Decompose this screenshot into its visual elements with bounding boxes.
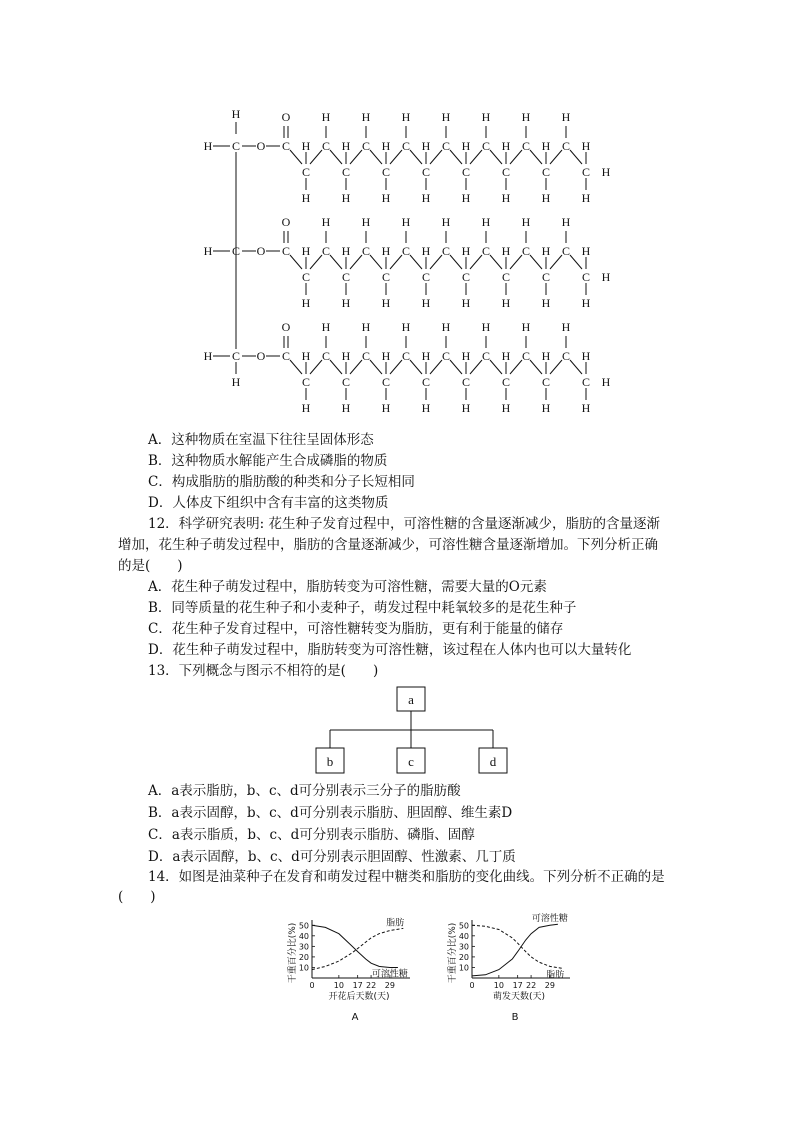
chain-h-atom: H	[541, 244, 551, 258]
chain-bond	[290, 150, 302, 164]
chain-c-atom: C	[381, 270, 391, 284]
chain-h-atom: H	[461, 191, 471, 205]
tree-node-b-label: b	[326, 754, 334, 769]
chain-c-atom: C	[341, 270, 351, 284]
chain-c-atom: C	[401, 349, 411, 363]
chain-bond	[570, 255, 582, 269]
chain-bond	[330, 255, 342, 269]
chain-h-atom: H	[581, 139, 591, 153]
chain-bond	[290, 360, 302, 374]
chain-h-atom: H	[581, 401, 591, 415]
chain-h-atom: H	[441, 110, 451, 124]
chain-bond	[350, 150, 362, 164]
chain-c-atom: C	[421, 270, 431, 284]
glycerol-c-atom: C	[231, 349, 241, 363]
chart-x-tick-label: 10	[493, 981, 504, 990]
glycerol-h-atom: H	[203, 244, 213, 258]
chain-h-atom: H	[581, 349, 591, 363]
chain-c-atom: C	[541, 270, 551, 284]
chain-h-atom: H	[541, 401, 551, 415]
chain-h-atom: H	[361, 320, 371, 334]
chain-bond	[530, 150, 542, 164]
chain-c-atom: C	[501, 270, 511, 284]
chain-c-atom: C	[481, 139, 491, 153]
chain-bond	[470, 150, 482, 164]
chart-series-solid	[472, 924, 558, 976]
chain-bond	[330, 360, 342, 374]
q11-option-d: D．人体皮下组织中含有丰富的这类物质	[148, 495, 389, 511]
chain-h-atom: H	[381, 191, 391, 205]
chain-c-atom: C	[341, 375, 351, 389]
chain-c-atom: C	[461, 270, 471, 284]
chart-y-tick-label: 50	[298, 921, 309, 931]
chain-h-atom: H	[461, 296, 471, 310]
chain-h-atom: H	[341, 296, 351, 310]
chain-c-atom: C	[541, 375, 551, 389]
chain-bond	[310, 255, 322, 269]
chain-h-atom: H	[301, 139, 311, 153]
chain-bond	[550, 255, 562, 269]
chart-y-label: 干重百分比(%)	[288, 922, 298, 984]
chain-c-atom: C	[401, 139, 411, 153]
chain-c-atom: C	[381, 165, 391, 179]
chart-y-tick-label: 20	[458, 952, 469, 962]
glycerol-h-atom: H	[231, 375, 241, 389]
chain-bond	[390, 255, 402, 269]
chain-h-atom: H	[461, 401, 471, 415]
chart-y-tick-label: 10	[298, 963, 309, 973]
chart-panel-label: A	[351, 1012, 359, 1023]
chain-bond	[410, 255, 422, 269]
carbonyl-o-atom: O	[281, 215, 291, 229]
chain-c-atom: C	[321, 244, 331, 258]
chain-bond	[430, 150, 442, 164]
tree-node-d-label: d	[489, 754, 497, 769]
chain-bond	[550, 150, 562, 164]
q11-option-b: B．这种物质水解能产生合成磷脂的物质	[148, 453, 388, 469]
chain-h-atom: H	[581, 191, 591, 205]
chart-x-tick-label: 29	[384, 981, 395, 990]
q12-stem-line3: 的是( )	[118, 558, 183, 574]
chain-bond	[310, 150, 322, 164]
q12-option-c: C．花生种子发育过程中，可溶性糖转变为脂肪，更有利于能量的储存	[148, 621, 564, 637]
chain-h-atom: H	[321, 110, 331, 124]
chain-c-atom: C	[561, 244, 571, 258]
chain-h-atom: H	[421, 139, 431, 153]
chain-h-atom: H	[561, 320, 571, 334]
chain-h-atom: H	[421, 296, 431, 310]
q14-charts	[276, 908, 576, 1028]
chain-c-atom: C	[461, 375, 471, 389]
carbonyl-c-atom: C	[281, 139, 291, 153]
concept-tree-diagram	[310, 684, 520, 776]
q13-option-d: D．a表示固醇，b、c、d可分别表示胆固醇、性激素、几丁质	[148, 849, 516, 865]
chain-h-atom: H	[341, 191, 351, 205]
chain-h-atom: H	[461, 139, 471, 153]
chain-h-atom: H	[421, 401, 431, 415]
chain-c-atom: C	[581, 375, 591, 389]
chain-bond	[330, 150, 342, 164]
chain-h-atom: H	[441, 215, 451, 229]
chain-c-atom: C	[361, 139, 371, 153]
chart-y-tick-label: 40	[298, 931, 309, 941]
q12-option-a: A．花生种子萌发过程中，脂肪转变为可溶性糖，需要大量的O元素	[148, 579, 547, 595]
q14-stem-line2: ( )	[118, 889, 156, 905]
chart-series-label: 可溶性糖	[371, 969, 408, 980]
chain-bond	[570, 150, 582, 164]
chain-bond	[490, 255, 502, 269]
q13-option-c: C．a表示脂质，b、c、d可分别表示脂肪、磷脂、固醇	[148, 827, 475, 843]
chain-bond	[370, 255, 382, 269]
chain-bond	[430, 360, 442, 374]
chain-c-atom: C	[501, 165, 511, 179]
chain-h-atom: H	[501, 349, 511, 363]
chain-bond	[510, 150, 522, 164]
chain-h-atom: H	[341, 349, 351, 363]
q12-option-b: B．同等质量的花生种子和小麦种子，萌发过程中耗氧较多的是花生种子	[148, 600, 577, 616]
chain-bond	[370, 360, 382, 374]
chain-h-atom: H	[421, 349, 431, 363]
chain-h-atom: H	[581, 296, 591, 310]
terminal-h-atom: H	[601, 270, 611, 284]
chain-h-atom: H	[401, 215, 411, 229]
chain-h-atom: H	[381, 349, 391, 363]
terminal-h-atom: H	[601, 165, 611, 179]
q12-stem-line1: 12．科学研究表明: 花生种子发育过程中，可溶性糖的含量逐渐减少，脂肪的含量逐渐	[148, 516, 661, 532]
chain-c-atom: C	[301, 270, 311, 284]
chart-x-tick-label: 22	[525, 981, 537, 990]
chart-y-tick-label: 50	[458, 921, 469, 931]
carbonyl-c-atom: C	[281, 349, 291, 363]
chart-series-dashed	[472, 925, 563, 968]
chart-x-label: 开花后天数(天)	[328, 992, 390, 1002]
tree-node-c-label: c	[408, 754, 414, 769]
chart-y-tick-label: 10	[458, 963, 469, 973]
chain-h-atom: H	[501, 401, 511, 415]
chain-c-atom: C	[441, 244, 451, 258]
chain-h-atom: H	[421, 244, 431, 258]
chain-bond	[470, 360, 482, 374]
chain-bond	[410, 150, 422, 164]
glycerol-h-atom: H	[231, 107, 241, 121]
tree-node-root-label: a	[408, 692, 414, 707]
chain-c-atom: C	[361, 349, 371, 363]
chart-y-tick-label: 40	[458, 931, 469, 941]
chain-h-atom: H	[501, 296, 511, 310]
chart-series-label: 可溶性糖	[531, 914, 568, 925]
q14-stem-line1: 14．如图是油菜种子在发育和萌发过程中糖类和脂肪的变化曲线。下列分析不正确的是	[148, 869, 665, 885]
chain-h-atom: H	[521, 110, 531, 124]
chain-h-atom: H	[461, 244, 471, 258]
chain-c-atom: C	[581, 165, 591, 179]
chain-bond	[350, 360, 362, 374]
carbonyl-o-atom: O	[281, 110, 291, 124]
chain-bond	[350, 255, 362, 269]
chain-c-atom: C	[521, 244, 531, 258]
chain-h-atom: H	[581, 244, 591, 258]
chain-h-atom: H	[561, 215, 571, 229]
terminal-h-atom: H	[601, 375, 611, 389]
chain-h-atom: H	[341, 244, 351, 258]
chart-series-dashed	[312, 928, 403, 969]
chain-bond	[450, 150, 462, 164]
chain-bond	[370, 150, 382, 164]
chain-h-atom: H	[381, 401, 391, 415]
chain-bond	[290, 255, 302, 269]
chain-bond	[310, 360, 322, 374]
chart-x-tick-label: 0	[469, 981, 475, 990]
chain-h-atom: H	[381, 139, 391, 153]
chain-h-atom: H	[501, 139, 511, 153]
chart-x-tick-label: 17	[352, 981, 363, 990]
chain-h-atom: H	[341, 139, 351, 153]
chain-c-atom: C	[301, 375, 311, 389]
chain-h-atom: H	[321, 320, 331, 334]
chain-h-atom: H	[561, 110, 571, 124]
chart-series-solid	[312, 925, 398, 967]
q12-stem-line2: 增加，花生种子萌发过程中，脂肪的含量逐渐减少，可溶性糖含量逐渐增加。下列分析正确	[118, 537, 658, 553]
chain-c-atom: C	[481, 349, 491, 363]
chain-bond	[390, 360, 402, 374]
chain-c-atom: C	[521, 139, 531, 153]
chain-h-atom: H	[401, 110, 411, 124]
chart-x-label: 萌发天数(天)	[492, 992, 546, 1002]
glycerol-h-atom: H	[203, 349, 213, 363]
chain-bond	[490, 360, 502, 374]
chain-bond	[530, 255, 542, 269]
chain-c-atom: C	[481, 244, 491, 258]
chart-y-tick-label: 30	[458, 942, 469, 952]
chain-h-atom: H	[501, 244, 511, 258]
chain-c-atom: C	[561, 349, 571, 363]
chart-panel-label: B	[511, 1012, 519, 1023]
q13-option-b: B．a表示固醇，b、c、d可分别表示脂肪、胆固醇、维生素D	[148, 805, 513, 821]
chain-h-atom: H	[301, 401, 311, 415]
glycerol-c-atom: C	[231, 139, 241, 153]
q11-option-c: C．构成脂肪的脂肪酸的种类和分子长短相同	[148, 474, 415, 490]
chart-series-label: 脂肪	[386, 918, 405, 929]
chain-h-atom: H	[301, 191, 311, 205]
chart-x-tick-label: 0	[309, 981, 315, 990]
chart-x-tick-label: 10	[333, 981, 344, 990]
chain-h-atom: H	[421, 191, 431, 205]
chain-h-atom: H	[541, 191, 551, 205]
carbonyl-o-atom: O	[281, 320, 291, 334]
chain-h-atom: H	[501, 191, 511, 205]
glycerol-c-atom: C	[231, 244, 241, 258]
chain-c-atom: C	[541, 165, 551, 179]
chain-h-atom: H	[541, 139, 551, 153]
chain-bond	[510, 360, 522, 374]
chain-bond	[550, 360, 562, 374]
ester-o-atom: O	[256, 349, 266, 363]
chain-c-atom: C	[341, 165, 351, 179]
chart-x-tick-label: 29	[544, 981, 555, 990]
chain-bond	[430, 255, 442, 269]
chain-c-atom: C	[381, 375, 391, 389]
ester-o-atom: O	[256, 139, 266, 153]
chain-c-atom: C	[501, 375, 511, 389]
chain-h-atom: H	[361, 110, 371, 124]
chain-h-atom: H	[521, 320, 531, 334]
chain-h-atom: H	[481, 110, 491, 124]
chain-c-atom: C	[441, 139, 451, 153]
chain-h-atom: H	[301, 244, 311, 258]
triglyceride-structure	[196, 104, 626, 424]
chain-c-atom: C	[521, 349, 531, 363]
chain-c-atom: C	[321, 139, 331, 153]
chart-series-label: 脂肪	[546, 970, 565, 981]
chain-h-atom: H	[301, 296, 311, 310]
chart-y-tick-label: 20	[298, 952, 309, 962]
chain-c-atom: C	[441, 349, 451, 363]
chain-bond	[390, 150, 402, 164]
carbonyl-c-atom: C	[281, 244, 291, 258]
q13-stem: 13．下列概念与图示不相符的是( )	[148, 663, 379, 679]
chain-h-atom: H	[481, 320, 491, 334]
ester-o-atom: O	[256, 244, 266, 258]
q11-option-a: A．这种物质在室温下往往呈固体形态	[148, 432, 374, 448]
q13-option-a: A．a表示脂肪，b、c、d可分别表示三分子的脂肪酸	[148, 783, 461, 799]
chain-bond	[510, 255, 522, 269]
chart-x-tick-label: 17	[512, 981, 523, 990]
chain-bond	[570, 360, 582, 374]
chain-h-atom: H	[481, 215, 491, 229]
chain-bond	[450, 255, 462, 269]
chain-c-atom: C	[301, 165, 311, 179]
chain-h-atom: H	[461, 349, 471, 363]
chain-bond	[410, 360, 422, 374]
chart-x-tick-label: 22	[365, 981, 377, 990]
chain-c-atom: C	[361, 244, 371, 258]
chain-h-atom: H	[521, 215, 531, 229]
chain-h-atom: H	[381, 296, 391, 310]
chain-c-atom: C	[561, 139, 571, 153]
chain-h-atom: H	[541, 349, 551, 363]
chart-y-tick-label: 30	[298, 942, 309, 952]
chain-bond	[470, 255, 482, 269]
chain-bond	[450, 360, 462, 374]
chain-c-atom: C	[401, 244, 411, 258]
chain-c-atom: C	[581, 270, 591, 284]
q12-option-d: D．花生种子萌发过程中，脂肪转变为可溶性糖，该过程在人体内也可以大量转化	[148, 642, 632, 658]
chain-h-atom: H	[321, 215, 331, 229]
chain-h-atom: H	[361, 215, 371, 229]
chain-h-atom: H	[341, 401, 351, 415]
chain-c-atom: C	[321, 349, 331, 363]
chain-c-atom: C	[461, 165, 471, 179]
chain-h-atom: H	[441, 320, 451, 334]
chain-h-atom: H	[541, 296, 551, 310]
chain-h-atom: H	[301, 349, 311, 363]
chain-h-atom: H	[381, 244, 391, 258]
chain-c-atom: C	[421, 375, 431, 389]
chain-h-atom: H	[401, 320, 411, 334]
chart-y-label: 干重百分比(%)	[448, 922, 458, 984]
chain-bond	[490, 150, 502, 164]
chain-c-atom: C	[421, 165, 431, 179]
glycerol-h-atom: H	[203, 139, 213, 153]
chain-bond	[530, 360, 542, 374]
